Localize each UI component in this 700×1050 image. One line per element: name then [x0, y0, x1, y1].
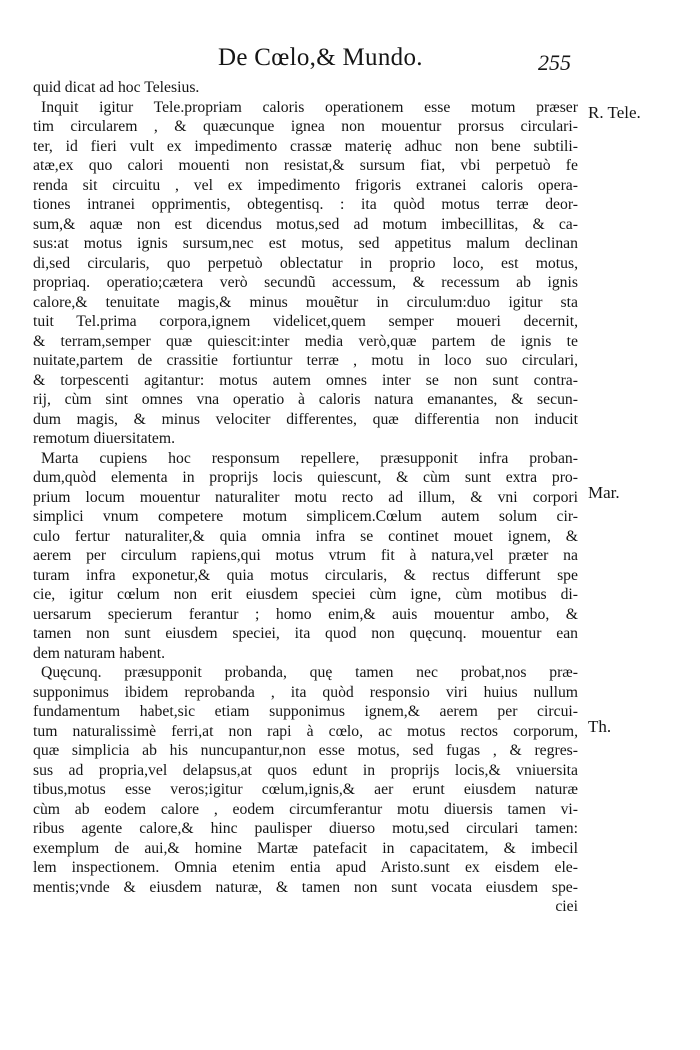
text-line: aerem per circulum rapiens,qui motus vtrum fit à natura,vel præter na [33, 547, 578, 564]
text-line: tum naturalissimè ferri,at non rapi à cœlo, ac motus rectos corporum, [33, 722, 578, 740]
text-line: Quęcunq. præsupponit probanda, quę tamen nec probat,nos præ- [41, 664, 578, 681]
text-line: tuit Tel.prima corpora,ignem videlicet,quem semper moueri decernit, [33, 313, 578, 330]
text-line: ter, id fieri vult ex impedimento crassæ materię adhuc non bene subtili- [33, 137, 578, 155]
text-line: Marta cupiens hoc responsum repellere, præsupponit infra proban- [41, 449, 578, 467]
text-line: tiones intranei opprimentis, obtegentisq. : ita quòd motus terræ deor- [33, 196, 578, 213]
text-line: simplici vnum competere motum simplicem.Cœlum autem solum cir- [33, 508, 578, 525]
margin-note-r-tele: R. Tele. [588, 103, 641, 122]
text-line: turam infra exponetur,& quia motus circularis, & rectus differunt spe [33, 566, 578, 584]
text-line: supponimus ibidem reprobanda , ita quòd responsio viri huius nullum [33, 683, 578, 701]
margin-note-mar: Mar. [588, 483, 620, 502]
text-line: remotum diuersitatem. [33, 430, 176, 447]
text-line: sus ad propria,vel delapsus,at quos edunt in proprijs locis,& vniuersita [33, 761, 578, 779]
text-line: nuitate,partem de crassitie fortiuntur terræ , motu in loco suo circulari, [33, 352, 578, 369]
margin-note-th: Th. [588, 717, 612, 736]
text-line: dem naturam habent. [33, 644, 165, 662]
text-line: atæ,ex quo calori mouenti non resistat,& sursum fiat, vbi perpetuò fe [33, 157, 578, 174]
text-line: Inquit igitur Tele.propriam caloris operationem esse motum præser [41, 98, 578, 116]
text-line: tim circularem , & quæcunque ignea non mouentur prorsus circulari- [33, 118, 578, 135]
text-line: tibus,motus esse veros;igitur cœlum,ignis,& aer erunt eiusdem naturæ [33, 781, 578, 798]
text-line: sum,& aquæ non est dicendus motus,sed ad motum imbecillitas, & ca- [33, 215, 578, 233]
text-line: quid dicat ad hoc Telesius. [33, 79, 200, 96]
text-line: sus:at motus ignis sursum,nec est motus, sed appetitus malum declinan [33, 235, 578, 252]
text-line: tamen non sunt eiusdem speciei, ita quod non quęcunq. mouentur ean [33, 625, 578, 642]
text-line: cie, igitur cœlum non erit eiusdem speciei cùm igne, cùm motibus di- [33, 586, 578, 603]
text-line: ribus agente calore,& hinc paulisper diuerso motu,sed circulari tamen: [33, 820, 578, 837]
text-line: culo fertur naturaliter,& quia omnia infra se continet mouet ignem, & [33, 527, 578, 545]
text-line: exemplum de aui,& homine Martæ patefacit in capacitatem, & imbecil [33, 839, 578, 857]
text-line: mentis;vnde & eiusdem naturæ, & tamen non sunt vocata eiusdem spe- [33, 878, 578, 896]
text-line: quæ simplicia ab his nuncupantur,non esse motus, sed fugas , & regres- [33, 742, 578, 759]
catchword: ciei [555, 898, 578, 915]
page-title: De Cœlo,& Mundo. [218, 44, 423, 71]
text-line: lem inspectionem. Omnia etenim entia apud Aristo.sunt ex eisdem ele- [33, 859, 578, 876]
text-line: fundamentum habet,sic etiam supponimus ignem,& aerem per circui- [33, 703, 578, 720]
page-number: 255 [538, 50, 571, 75]
running-head [0, 44, 700, 78]
text-line: propriaq. operatio;cætera verò secundũ accessum, & recessum ab ignis [33, 274, 578, 291]
text-line: rij, cùm sint omnes vna operatio à caloris natura emanantes, & secun- [33, 391, 578, 408]
text-line: & torpescenti agitantur: motus autem omnes inter se non sunt contra- [33, 371, 578, 389]
text-line: uersarum specierum ferantur ; homo enim,& auis mouentur ambo, & [33, 605, 578, 623]
text-line: & terram,semper quæ quiescit:inter media verò,quæ partem de ignis te [33, 332, 578, 350]
text-line: dum magis, & minus velociter differentes, quæ differentia non inducit [33, 410, 578, 428]
text-line: dum,quòd elementa in proprijs locis quiescunt, & cùm sunt extra pro- [33, 469, 578, 486]
text-line: calore,& tenuitate magis,& minus mouẽtur in circulum:duo igitur sta [33, 293, 578, 311]
text-line: cùm ab eodem calore , eodem circumferantur motu diuersis tamen vi- [33, 800, 578, 818]
text-line: prium locum mouentur naturaliter motu recto ad illum, & vni corpori [33, 488, 578, 506]
text-line: di,sed circularis, quo perpetuò oblectatur in proprio loco, est motus, [33, 254, 578, 272]
text-line: renda sit circuitu , vel ex impedimento frigoris extranei caloris opera- [33, 176, 578, 194]
body-text [33, 78, 578, 917]
